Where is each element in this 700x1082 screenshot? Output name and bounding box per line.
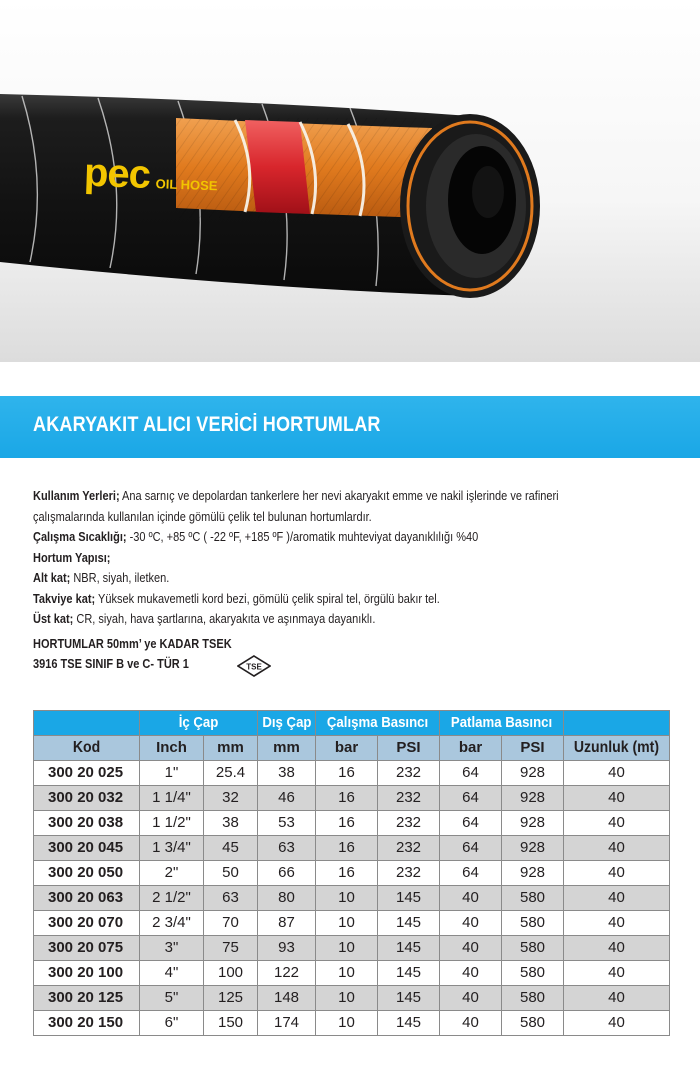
- cell-inch: 2 1/2": [140, 886, 204, 911]
- header-inch: Inch: [140, 736, 204, 761]
- cell-od-mm: 53: [258, 811, 316, 836]
- cell-wp-bar: 16: [316, 786, 378, 811]
- cell-wp-bar: 10: [316, 911, 378, 936]
- cell-bp-psi: 928: [502, 761, 564, 786]
- structure-heading: [33, 548, 605, 569]
- cell-wp-psi: 232: [378, 811, 440, 836]
- temperature-line: [33, 527, 605, 548]
- cell-wp-psi: 145: [378, 911, 440, 936]
- usage-line-2: çalışmalarında kullanılan içinde gömülü çelik tel bulunan hortumlardır.: [33, 509, 372, 524]
- table-group-header-row: [34, 711, 670, 736]
- usage-text: Ana sarnıç ve depolardan tankerlere her nevi akaryakıt emme ve nakil işlerinde ve rafineri: [119, 489, 559, 503]
- outer-layer-line: [33, 609, 605, 630]
- cell-bp-bar: 64: [440, 836, 502, 861]
- header-wp-bar: bar: [316, 736, 378, 761]
- cell-bp-psi: 580: [502, 886, 564, 911]
- inner-layer-label: Alt kat;: [33, 571, 71, 585]
- outer-layer-label: Üst kat;: [33, 612, 74, 626]
- table-row: [34, 761, 670, 786]
- logo-subtitle: OIL HOSE: [155, 176, 218, 194]
- cell-code: 300 20 045: [34, 836, 140, 861]
- cell-code: 300 20 100: [34, 961, 140, 986]
- cell-length: 40: [564, 836, 670, 861]
- cell-bp-bar: 40: [440, 936, 502, 961]
- cell-bp-psi: 928: [502, 836, 564, 861]
- cell-bp-psi: 580: [502, 936, 564, 961]
- cell-bp-psi: 928: [502, 811, 564, 836]
- cell-inch: 1": [140, 761, 204, 786]
- spec-table: [33, 710, 670, 1036]
- cell-wp-bar: 16: [316, 761, 378, 786]
- cell-bp-bar: 64: [440, 786, 502, 811]
- cell-wp-psi: 232: [378, 861, 440, 886]
- cell-od-mm: 63: [258, 836, 316, 861]
- cell-id-mm: 32: [204, 786, 258, 811]
- cell-id-mm: 75: [204, 936, 258, 961]
- cell-code: 300 20 025: [34, 761, 140, 786]
- cell-inch: 3": [140, 936, 204, 961]
- usage-label: Kullanım Yerleri;: [33, 489, 120, 503]
- cell-length: 40: [564, 986, 670, 1011]
- inner-layer-text: NBR, siyah, iletken.: [70, 571, 170, 585]
- cell-od-mm: 87: [258, 911, 316, 936]
- product-description: [33, 486, 683, 630]
- cell-code: 300 20 070: [34, 911, 140, 936]
- temperature-text: -30 ºC, +85 ºC ( -22 ºF, +185 ºF )/aromatik muhteviyat dayanıklılığı %40: [126, 530, 479, 544]
- cell-length: 40: [564, 886, 670, 911]
- header-code: [34, 736, 140, 761]
- cell-id-mm: 125: [204, 986, 258, 1011]
- cell-wp-psi: 145: [378, 886, 440, 911]
- standard-line-1: HORTUMLAR 50mm’ ye KADAR TSEK: [33, 637, 232, 651]
- table-row: [34, 986, 670, 1011]
- cell-bp-psi: 580: [502, 986, 564, 1011]
- cell-bp-bar: 40: [440, 961, 502, 986]
- cell-wp-psi: 232: [378, 761, 440, 786]
- cell-length: 40: [564, 1011, 670, 1036]
- header-length: [564, 736, 670, 761]
- reinforcement-line: [33, 589, 605, 610]
- cell-od-mm: 38: [258, 761, 316, 786]
- cell-code: 300 20 050: [34, 861, 140, 886]
- table-sub-header-row: [34, 736, 670, 761]
- table-row: [34, 886, 670, 911]
- cell-bp-bar: 40: [440, 986, 502, 1011]
- cell-wp-bar: 10: [316, 886, 378, 911]
- cell-od-mm: 66: [258, 861, 316, 886]
- cell-od-mm: 80: [258, 886, 316, 911]
- cell-bp-psi: 580: [502, 1011, 564, 1036]
- cell-length: 40: [564, 961, 670, 986]
- cell-bp-bar: 40: [440, 886, 502, 911]
- cell-wp-psi: 232: [378, 836, 440, 861]
- cell-bp-bar: 40: [440, 911, 502, 936]
- reinforcement-label: Takviye kat;: [33, 591, 96, 606]
- cell-length: 40: [564, 786, 670, 811]
- standard-info: [33, 634, 259, 674]
- header-burst-pressure: [440, 711, 564, 736]
- cell-wp-bar: 10: [316, 986, 378, 1011]
- cell-length: 40: [564, 761, 670, 786]
- cell-inch: 4": [140, 961, 204, 986]
- cell-wp-psi: 145: [378, 1011, 440, 1036]
- brand-logo: [83, 150, 218, 198]
- cell-inch: 6": [140, 1011, 204, 1036]
- header-working-pressure: [316, 711, 440, 736]
- usage-line-1: [33, 486, 605, 507]
- table-row: [34, 861, 670, 886]
- cell-id-mm: 70: [204, 911, 258, 936]
- cell-inch: 1 1/4": [140, 786, 204, 811]
- cell-id-mm: 45: [204, 836, 258, 861]
- table-row: [34, 911, 670, 936]
- reinforcement-text: Yüksek mukavemetli kord bezi, gömülü çelik spiral tel, örgülü bakır tel.: [95, 591, 440, 606]
- cell-wp-psi: 145: [378, 936, 440, 961]
- cell-code: 300 20 075: [34, 936, 140, 961]
- page-title: AKARYAKIT ALICI VERİCİ HORTUMLAR: [33, 413, 381, 436]
- logo-text: pec: [83, 150, 151, 197]
- cell-od-mm: 122: [258, 961, 316, 986]
- tse-mark-text: TSE: [246, 662, 262, 672]
- cell-length: 40: [564, 811, 670, 836]
- cell-id-mm: 63: [204, 886, 258, 911]
- cell-length: 40: [564, 911, 670, 936]
- cell-code: 300 20 063: [34, 886, 140, 911]
- header-outer-diameter: [258, 711, 316, 736]
- header-bp-psi: PSI: [502, 736, 564, 761]
- table-row: [34, 786, 670, 811]
- header-inner-diameter-label: İç Çap: [178, 714, 219, 731]
- cell-id-mm: 25.4: [204, 761, 258, 786]
- outer-layer-text: CR, siyah, hava şartlarına, akaryakıta ve aşınmaya dayanıklı.: [73, 612, 376, 626]
- header-bp-bar: bar: [440, 736, 502, 761]
- cell-wp-bar: 16: [316, 811, 378, 836]
- cell-length: 40: [564, 936, 670, 961]
- cell-inch: 5": [140, 986, 204, 1011]
- structure-label: Hortum Yapısı;: [33, 550, 111, 565]
- cell-bp-psi: 928: [502, 786, 564, 811]
- header-code-label: Kod: [72, 739, 101, 756]
- cell-wp-psi: 145: [378, 961, 440, 986]
- cell-code: 300 20 125: [34, 986, 140, 1011]
- header-inner-diameter: [140, 711, 258, 736]
- table-row: [34, 936, 670, 961]
- tse-certification-icon: [237, 655, 271, 677]
- header-blank-right: [564, 711, 670, 736]
- header-burst-pressure-label: Patlama Basıncı: [450, 714, 553, 731]
- cell-code: 300 20 032: [34, 786, 140, 811]
- header-length-label: Uzunluk (mt): [573, 739, 660, 756]
- header-blank-left: [34, 711, 140, 736]
- cell-wp-psi: 232: [378, 786, 440, 811]
- header-working-pressure-label: Çalışma Basıncı: [326, 714, 429, 731]
- cell-wp-bar: 16: [316, 836, 378, 861]
- cell-id-mm: 50: [204, 861, 258, 886]
- cell-bp-bar: 64: [440, 811, 502, 836]
- inner-layer-line: [33, 568, 605, 589]
- cell-od-mm: 46: [258, 786, 316, 811]
- cell-code: 300 20 038: [34, 811, 140, 836]
- cell-bp-bar: 64: [440, 861, 502, 886]
- table-row: [34, 836, 670, 861]
- cell-id-mm: 150: [204, 1011, 258, 1036]
- spec-table-body: [34, 761, 670, 1036]
- table-row: [34, 961, 670, 986]
- cell-wp-bar: 10: [316, 961, 378, 986]
- cell-wp-psi: 145: [378, 986, 440, 1011]
- table-row: [34, 811, 670, 836]
- cell-code: 300 20 150: [34, 1011, 140, 1036]
- table-row: [34, 1011, 670, 1036]
- cell-od-mm: 93: [258, 936, 316, 961]
- cell-bp-bar: 64: [440, 761, 502, 786]
- cell-wp-bar: 16: [316, 861, 378, 886]
- header-id-mm: mm: [204, 736, 258, 761]
- cell-wp-bar: 10: [316, 936, 378, 961]
- standard-line-2: 3916 TSE SINIF B ve C- TÜR 1: [33, 657, 189, 671]
- header-wp-psi: PSI: [378, 736, 440, 761]
- cell-inch: 1 3/4": [140, 836, 204, 861]
- cell-inch: 1 1/2": [140, 811, 204, 836]
- cell-id-mm: 38: [204, 811, 258, 836]
- cell-id-mm: 100: [204, 961, 258, 986]
- cell-wp-bar: 10: [316, 1011, 378, 1036]
- header-od-mm: mm: [258, 736, 316, 761]
- cell-bp-psi: 580: [502, 911, 564, 936]
- cell-bp-psi: 580: [502, 961, 564, 986]
- cell-bp-psi: 928: [502, 861, 564, 886]
- cell-inch: 2 3/4": [140, 911, 204, 936]
- header-outer-diameter-label: Dış Çap: [261, 714, 312, 731]
- temperature-label: Çalışma Sıcaklığı;: [33, 530, 127, 544]
- cell-inch: 2": [140, 861, 204, 886]
- cell-bp-bar: 40: [440, 1011, 502, 1036]
- cell-od-mm: 148: [258, 986, 316, 1011]
- cell-od-mm: 174: [258, 1011, 316, 1036]
- hero-product-image: [0, 0, 700, 362]
- cell-length: 40: [564, 861, 670, 886]
